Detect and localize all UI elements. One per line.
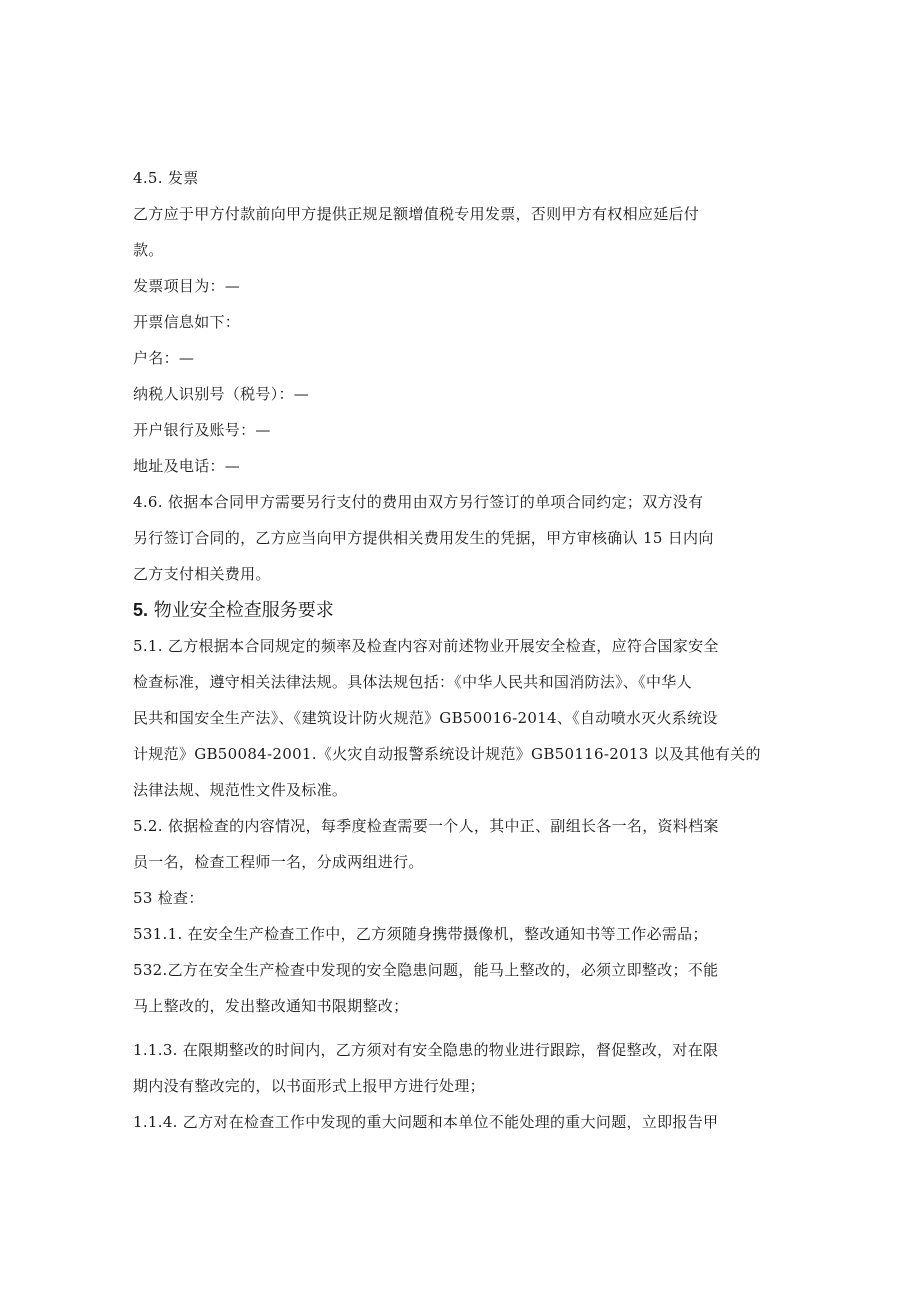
section-5-number: 5. [133, 600, 149, 620]
section-5-title: 物业安全检查服务要求 [153, 600, 334, 621]
tax-id-line: 纳税人识别号（税号）：— [133, 385, 310, 403]
item-1-1-4-line: 1.1.4. 乙方对在检查工作中发现的重大问题和本单位不能处理的重大问题，立即报告甲 [133, 1113, 719, 1131]
section-53-heading: 53 检查： [133, 889, 204, 907]
paragraph-line: 另行签订合同的，乙方应当向甲方提供相关费用发生的凭据，甲方审核确认 15 日内向 [133, 529, 714, 547]
paragraph-line: 乙方应于甲方付款前向甲方提供正规足额增值税专用发票，否则甲方有权相应延后付 [133, 205, 700, 223]
paragraph-line: 检查标准，遵守相关法律法规。具体法规包括：《中华人民共和国消防法》、《中华人 [133, 673, 692, 691]
section-5-heading [133, 592, 793, 628]
paragraph-line: 员一名，检查工程师一名，分成两组进行。 [133, 853, 424, 871]
item-1-1-3-line: 1.1.3. 在限期整改的时间内，乙方须对有安全隐患的物业进行跟踪，督促整改，对在限 [133, 1041, 719, 1059]
paragraph-line: 乙方支付相关费用。 [133, 565, 271, 583]
section-4-5-heading: 4.5. 发票 [133, 169, 199, 187]
paragraph-line: 民共和国安全生产法》、《建筑设计防火规范》GB50016-2014、《自动喷水灭火系统设 [133, 709, 718, 727]
document-body [133, 160, 793, 1140]
paragraph-line: 款。 [133, 241, 164, 259]
account-name-line: 户名：— [133, 349, 195, 367]
section-4-6-line: 4.6. 依据本合同甲方需要另行支付的费用由双方另行签订的单项合同约定；双方没有 [133, 493, 704, 511]
paragraph-line: 期内没有整改完的，以书面形式上报甲方进行处理； [133, 1077, 485, 1095]
paragraph-line: 马上整改的，发出整改通知书限期整改； [133, 997, 409, 1015]
item-532-line: 532.乙方在安全生产检查中发现的安全隐患问题，能马上整改的，必须立即整改；不能 [133, 961, 719, 979]
paragraph-gap [133, 1024, 793, 1032]
paragraph-line: 计规范》GB50084-2001.《火灾自动报警系统设计规范》GB50116-2013 以及其他有关的 [133, 745, 761, 763]
paragraph-line: 法律法规、规范性文件及标准。 [133, 781, 348, 799]
section-5-1-line: 5.1. 乙方根据本合同规定的频率及检查内容对前述物业开展安全检查，应符合国家安全 [133, 637, 719, 655]
billing-info-line: 开票信息如下： [133, 313, 241, 331]
address-phone-line: 地址及电话：— [133, 457, 241, 475]
section-5-2-line: 5.2. 依据检查的内容情况，每季度检查需要一个人，其中正、副组长各一名，资料档案 [133, 817, 719, 835]
invoice-item-line: 发票项目为：— [133, 277, 241, 295]
item-531-line: 531.1. 在安全生产检查工作中，乙方须随身携带摄像机，整改通知书等工作必需品； [133, 925, 708, 943]
bank-account-line: 开户银行及账号：— [133, 421, 271, 439]
